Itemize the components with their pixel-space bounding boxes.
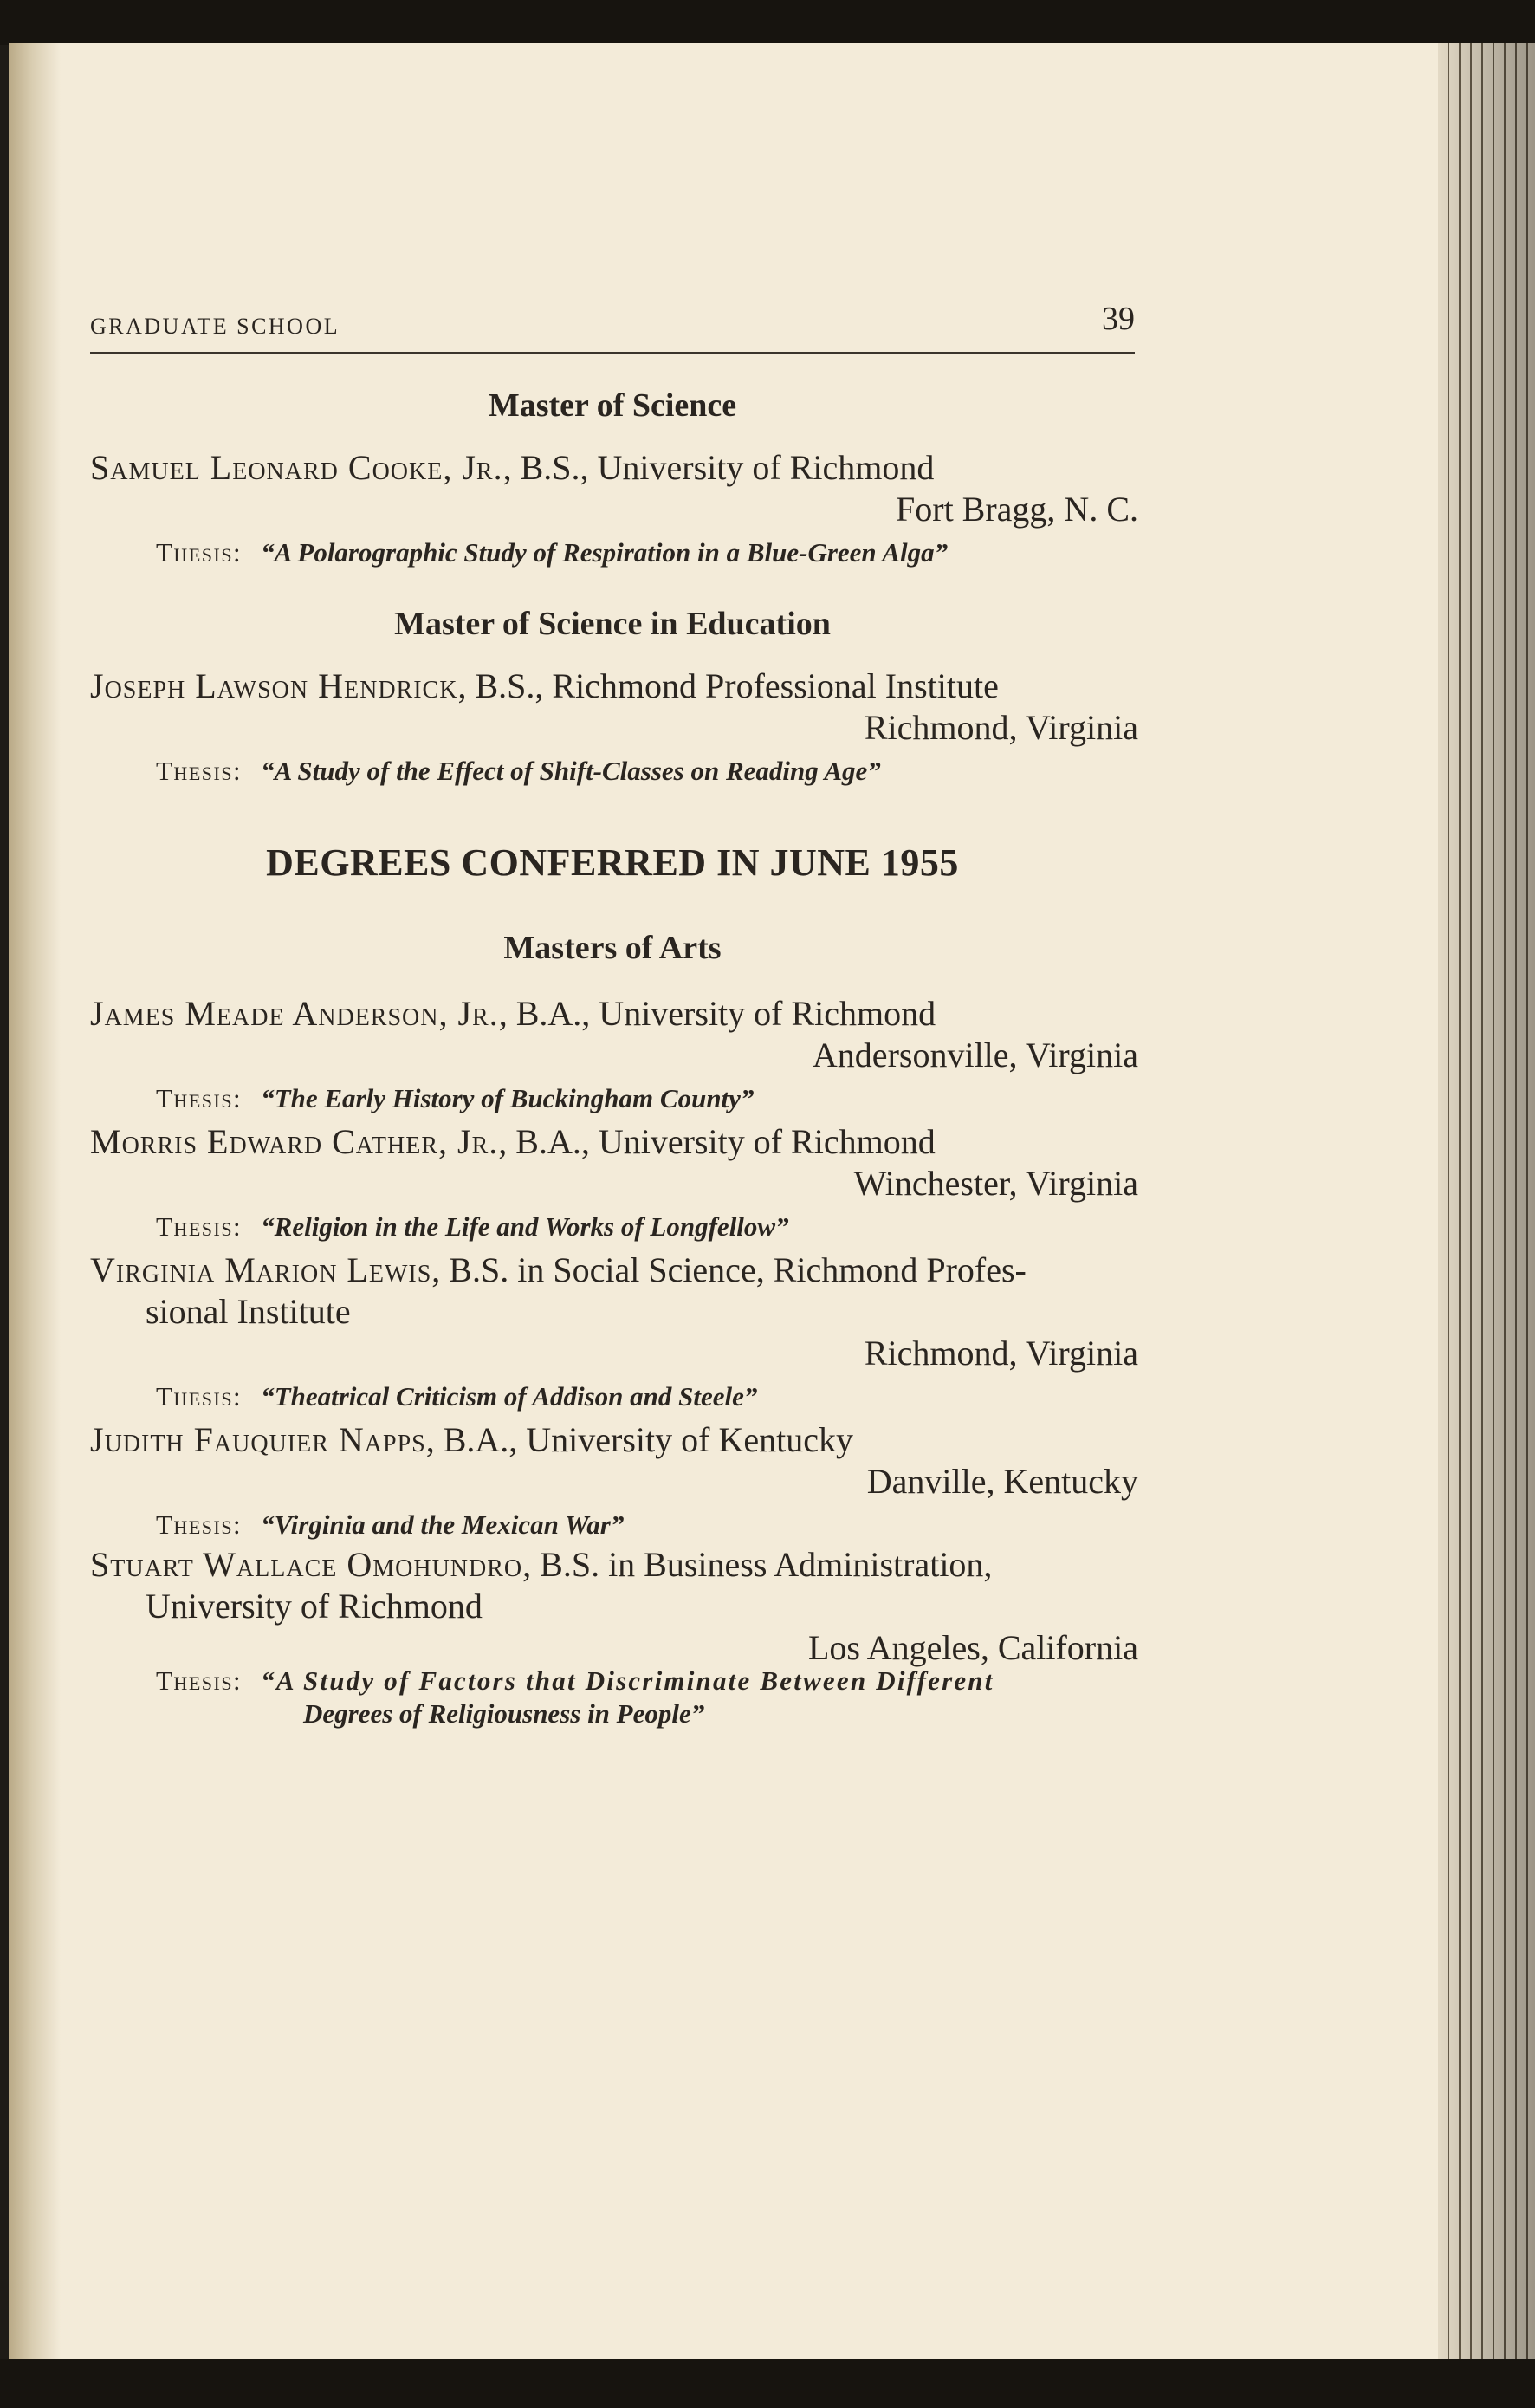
thesis-line	[156, 1509, 1143, 1541]
thesis-label: Thesis:	[156, 537, 243, 568]
entry-name-line	[90, 1544, 1138, 1585]
section-heading-june-1955: DEGREES CONFERRED IN JUNE 1955	[266, 841, 959, 884]
thesis-title-continued-text: Degrees of Religiousness in People”	[303, 1698, 705, 1729]
thesis-label: Thesis:	[156, 1211, 243, 1242]
thesis-title: “Religion in the Life and Works of Longfellow”	[261, 1211, 789, 1242]
thesis-title: “A Study of Factors that Discriminate Between Different	[261, 1665, 994, 1696]
thesis-line	[156, 1083, 1143, 1114]
thesis-line	[156, 1665, 1143, 1697]
graduate-name: Judith Fauquier Napps	[90, 1420, 426, 1459]
scan-top-border	[0, 0, 1535, 45]
running-head-title: GRADUATE SCHOOL	[90, 314, 340, 339]
graduate-hometown: Richmond, Virginia	[864, 1334, 1138, 1373]
graduate-degree: , B.S. in Business Administration,	[522, 1545, 993, 1584]
section-heading-master-of-science-in-education: Master of Science in Education	[394, 606, 831, 642]
thesis-line	[156, 756, 1143, 787]
graduate-hometown: Fort Bragg, N. C.	[896, 490, 1138, 529]
entry-name-line	[90, 1121, 1138, 1162]
entry-name-line	[90, 993, 1138, 1034]
thesis-title: “Virginia and the Mexican War”	[261, 1509, 625, 1540]
graduate-degree: , B.A., University of Richmond	[498, 994, 936, 1033]
thesis-title: “Theatrical Criticism of Addison and Steele”	[261, 1381, 758, 1412]
graduate-hometown: Richmond, Virginia	[864, 708, 1138, 747]
thesis-title: “A Study of the Effect of Shift-Classes on Reading Age”	[261, 756, 881, 786]
graduate-name: Samuel Leonard Cooke, Jr.	[90, 448, 503, 487]
entry-name-line	[90, 1419, 1138, 1460]
graduate-hometown: Winchester, Virginia	[853, 1164, 1138, 1203]
thesis-title-continued	[303, 1698, 704, 1730]
graduate-name: Virginia Marion Lewis	[90, 1250, 432, 1289]
graduate-degree: , B.A., University of Richmond	[498, 1122, 936, 1161]
graduate-name: Morris Edward Cather, Jr.	[90, 1122, 499, 1161]
graduate-degree: , B.S. in Social Science, Richmond Profes-	[431, 1250, 1027, 1289]
thesis-label: Thesis:	[156, 1509, 243, 1540]
graduate-name: James Meade Anderson, Jr.	[90, 994, 499, 1033]
graduate-name: Joseph Lawson Hendrick	[90, 666, 458, 705]
graduate-degree: , B.A., University of Kentucky	[425, 1420, 853, 1459]
graduate-hometown: Los Angeles, California	[807, 1628, 1138, 1667]
section-heading-masters-of-arts: Masters of Arts	[503, 930, 722, 966]
entry-name-line	[90, 1249, 1138, 1290]
thesis-title: “The Early History of Buckingham County”	[261, 1083, 755, 1113]
graduate-degree: , B.S., University of Richmond	[502, 448, 935, 487]
graduate-degree: , B.S., Richmond Professional Institute	[457, 666, 999, 705]
thesis-label: Thesis:	[156, 1665, 243, 1696]
graduate-hometown: Andersonville, Virginia	[812, 1035, 1138, 1074]
thesis-label: Thesis:	[156, 1083, 243, 1113]
page-number: 39	[1102, 301, 1135, 337]
thesis-label: Thesis:	[156, 756, 243, 786]
graduate-degree-continued: University of Richmond	[146, 1587, 483, 1626]
graduate-degree-continued: sional Institute	[146, 1292, 351, 1331]
entry-name-line	[90, 665, 1138, 706]
graduate-name: Stuart Wallace Omohundro	[90, 1545, 523, 1584]
gutter-shadow	[9, 43, 61, 2361]
thesis-label: Thesis:	[156, 1381, 243, 1412]
thesis-title: “A Polarographic Study of Respiration in a Blue-Green Alga”	[261, 537, 949, 568]
graduate-hometown: Danville, Kentucky	[866, 1462, 1138, 1501]
thesis-line	[156, 537, 1143, 568]
page-edges-shade	[1438, 43, 1535, 2361]
thesis-line	[156, 1381, 1143, 1412]
scan-bottom-border	[0, 2359, 1535, 2408]
entry-name-line	[90, 447, 1138, 488]
running-head	[90, 295, 1135, 354]
section-heading-master-of-science: Master of Science	[488, 387, 737, 424]
thesis-line	[156, 1211, 1143, 1243]
